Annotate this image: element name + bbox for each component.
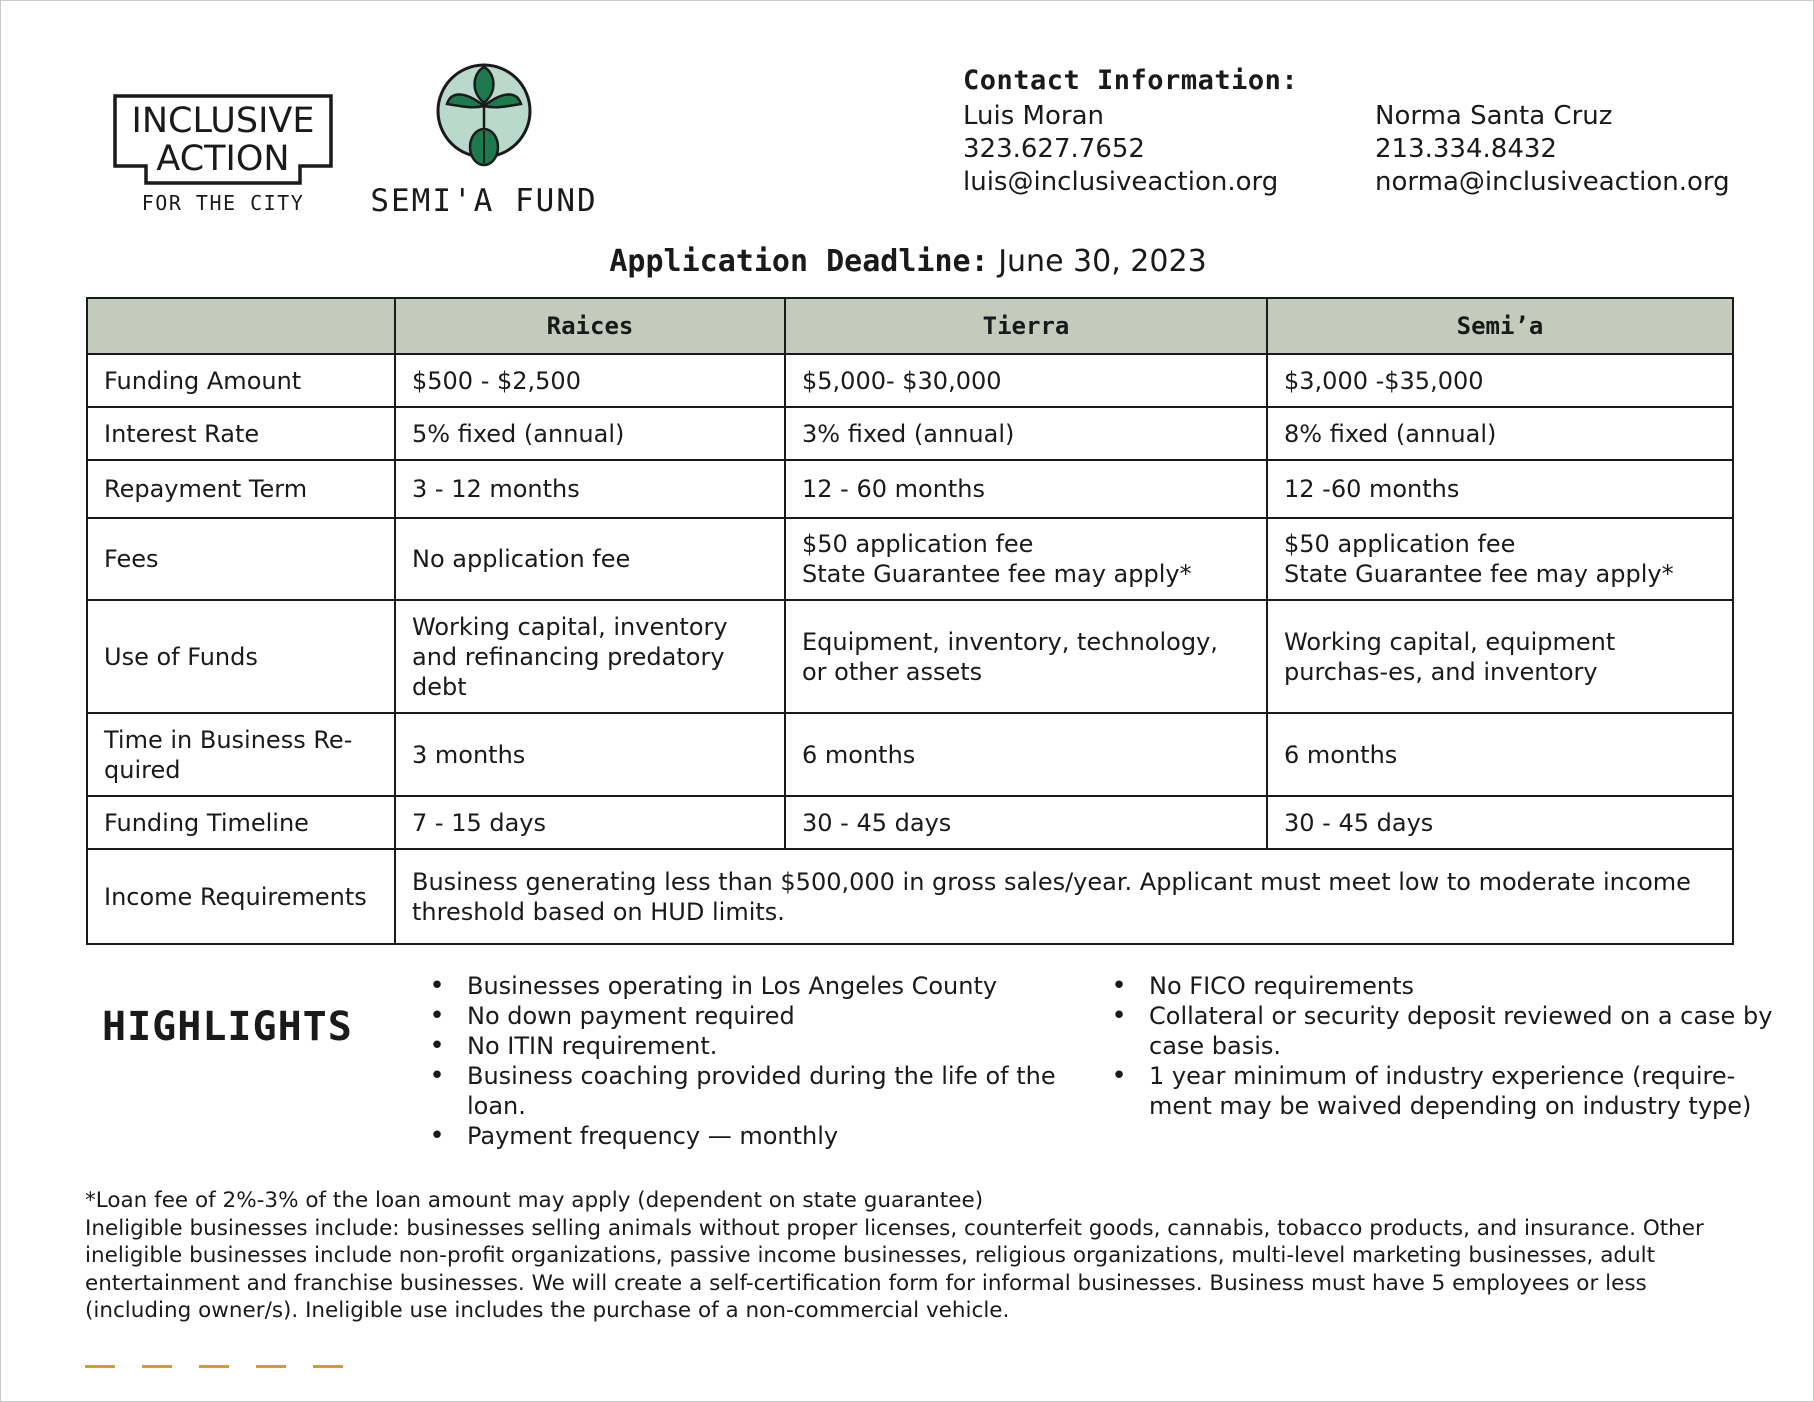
highlights-list-right xyxy=(1109,971,1779,1121)
cell-semia: 12 -60 months xyxy=(1267,460,1733,518)
dash-divider xyxy=(142,1365,172,1368)
list-item: • 1 year minimum of industry experience (require-ment may be waived depending on industry type) xyxy=(1149,1061,1779,1121)
contact-title: Contact Information: xyxy=(963,65,1299,96)
deadline-label: Application Deadline: xyxy=(609,244,989,279)
table-row-income-requirements xyxy=(87,849,1733,944)
column-header-blank xyxy=(87,298,395,354)
cell-tierra: $50 application fee State Guarantee fee may apply* xyxy=(785,518,1267,600)
table-row-repayment-term xyxy=(87,460,1733,518)
semia-fund-logo xyxy=(365,61,615,221)
cell-tierra: 12 - 60 months xyxy=(785,460,1267,518)
row-label: Income Requirements xyxy=(87,849,395,944)
cell-tierra: 3% fixed (annual) xyxy=(785,407,1267,460)
contact-phone[interactable]: 323.627.7652 xyxy=(963,134,1145,164)
row-label: Funding Timeline xyxy=(87,796,395,849)
inclusive-action-logo xyxy=(113,94,333,219)
contact-name: Norma Santa Cruz xyxy=(1375,101,1613,131)
cell-semia: 8% fixed (annual) xyxy=(1267,407,1733,460)
logo-semia-name: SEMI'A FUND xyxy=(370,183,598,219)
fee-footnote: *Loan fee of 2%-3% of the loan amount may apply (dependent on state guarantee) xyxy=(85,1188,984,1213)
logo-ia-line1: INCLUSIVE xyxy=(131,101,315,141)
cell-raices: 3 - 12 months xyxy=(395,460,785,518)
list-item: • No ITIN requirement. xyxy=(467,1031,1097,1061)
cell-semia: $50 application fee State Guarantee fee may apply* xyxy=(1267,518,1733,600)
row-label: Fees xyxy=(87,518,395,600)
highlights-title: HIGHLIGHTS xyxy=(102,1004,353,1050)
cell-raices: No application fee xyxy=(395,518,785,600)
column-header-raices: Raices xyxy=(395,298,785,354)
column-header-tierra: Tierra xyxy=(785,298,1267,354)
cell-semia: 6 months xyxy=(1267,713,1733,796)
dash-divider xyxy=(199,1365,229,1368)
table-header-row xyxy=(87,298,1733,354)
table-row-funding-timeline xyxy=(87,796,1733,849)
list-item: • No FICO requirements xyxy=(1149,971,1779,1001)
deadline-date: June 30, 2023 xyxy=(998,244,1207,279)
table-row-use-of-funds xyxy=(87,600,1733,713)
footnotes xyxy=(85,1187,1735,1325)
cell-tierra: Equipment, inventory, technology, or other assets xyxy=(785,600,1267,713)
list-item: • Business coaching provided during the life of the loan. xyxy=(467,1061,1097,1121)
list-item: • Payment frequency — monthly xyxy=(467,1121,1097,1151)
cell-semia: Working capital, equipment purchas-es, and inventory xyxy=(1267,600,1733,713)
highlights-list-left xyxy=(427,971,1097,1151)
row-label: Interest Rate xyxy=(87,407,395,460)
cell-semia: $3,000 -$35,000 xyxy=(1267,354,1733,407)
logo-ia-line2: ACTION xyxy=(156,139,290,179)
table-row-funding-amount xyxy=(87,354,1733,407)
cell-tierra: 30 - 45 days xyxy=(785,796,1267,849)
contact-email[interactable]: luis@inclusiveaction.org xyxy=(963,167,1279,197)
cell-tierra: $5,000- $30,000 xyxy=(785,354,1267,407)
cell-raices: $500 - $2,500 xyxy=(395,354,785,407)
application-deadline xyxy=(1,244,1814,279)
loan-comparison-table xyxy=(86,297,1734,945)
ineligible-note: Ineligible businesses include: businesses selling animals without proper licenses, counterfeit goods, cannabis, tobacco products, and insurance. Other ineligible businesses include non-profit organizations, passive income businesses, religious organizations, multi-level marketing businesses, adult entertainment and franchise businesses. We will create a self-certification form for informal businesses. Business must have 5 employees or less (including owner/s). Ineligible use includes the purchase of a non-commercial vehicle. xyxy=(85,1215,1704,1323)
logo-ia-line3: FOR THE CITY xyxy=(141,191,305,215)
table-row-fees xyxy=(87,518,1733,600)
contact-name: Luis Moran xyxy=(963,101,1104,131)
cell-tierra: 6 months xyxy=(785,713,1267,796)
column-header-semia: Semi’a xyxy=(1267,298,1733,354)
contact-phone[interactable]: 213.334.8432 xyxy=(1375,134,1557,164)
row-label: Use of Funds xyxy=(87,600,395,713)
decorative-dashes xyxy=(85,1353,370,1372)
dash-divider xyxy=(313,1365,343,1368)
contact-norma xyxy=(1375,100,1730,199)
table-row-interest-rate xyxy=(87,407,1733,460)
table-row-time-in-business xyxy=(87,713,1733,796)
row-label: Repayment Term xyxy=(87,460,395,518)
dash-divider xyxy=(85,1365,115,1368)
list-item: • Businesses operating in Los Angeles County xyxy=(467,971,1097,1001)
row-label: Funding Amount xyxy=(87,354,395,407)
row-label: Time in Business Re-quired xyxy=(87,713,395,796)
dash-divider xyxy=(256,1365,286,1368)
cell-raices: 7 - 15 days xyxy=(395,796,785,849)
cell-raices: Working capital, inventory and refinancing predatory debt xyxy=(395,600,785,713)
cell-semia: 30 - 45 days xyxy=(1267,796,1733,849)
cell-raices: 3 months xyxy=(395,713,785,796)
contact-luis xyxy=(963,100,1278,199)
list-item: • Collateral or security deposit reviewed on a case by case basis. xyxy=(1149,1001,1779,1061)
cell-income: Business generating less than $500,000 in gross sales/year. Applicant must meet low to moderate income threshold based on HUD limits. xyxy=(395,849,1733,944)
list-item: • No down payment required xyxy=(467,1001,1097,1031)
contact-email[interactable]: norma@inclusiveaction.org xyxy=(1375,167,1730,197)
cell-raices: 5% fixed (annual) xyxy=(395,407,785,460)
